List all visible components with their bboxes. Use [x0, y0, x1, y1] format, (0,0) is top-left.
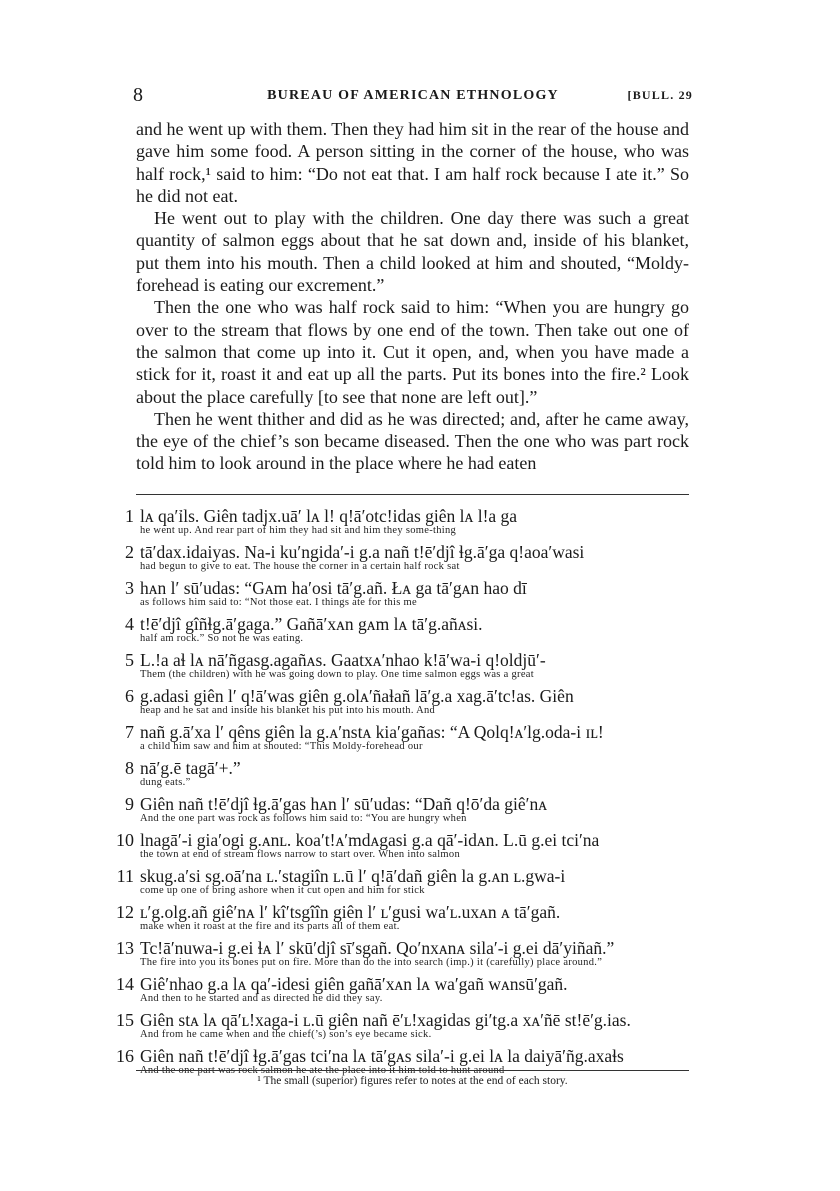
running-title: BUREAU OF AMERICAN ETHNOLOGY: [267, 88, 559, 103]
native-text: tā′dax.idaiyas. Na-i ku′ngida′-i g.a nañ t!ē′djî ɬg.ā′ga q!aoa′wasi: [140, 542, 585, 562]
interlinear-line: [112, 938, 692, 974]
interlinear-line: [112, 650, 692, 686]
gloss-text: And then to he started and as directed he did they say.: [140, 993, 383, 1004]
line-number: 7: [125, 722, 134, 742]
gloss-text: come up one of bring ashore when it cut open and him for stick: [140, 885, 425, 896]
native-text: t!ē′djî gîñɬg.ā′gaga.” Gañā′xᴀn gᴀm lᴀ tā′g.añᴀsi.: [140, 614, 483, 634]
interlinear-text: [112, 506, 692, 1082]
interlinear-line: [112, 902, 692, 938]
gloss-text: And the one part was rock salmon he ate the place into it him told to hunt around: [140, 1065, 505, 1076]
page-header: [133, 84, 693, 108]
native-text: nañ g.ā′xa l′ qêns giên la g.ᴀ′nstᴀ kia′gañas: “A Qolq!ᴀ′lg.oda-i ɪʟ!: [140, 722, 604, 742]
interlinear-line: [112, 506, 692, 542]
gloss-text: the town at end of stream flows narrow to start over. When into salmon: [140, 849, 460, 860]
native-text: L.!a aɬ lᴀ nā′ñgasg.agañᴀs. Gaatxᴀ′nhao k!ā′wa-i q!oldjū′-: [140, 650, 546, 670]
native-text: skug.a′si sg.oā′na ʟ.′stagiîn ʟ.ū l′ q!ā′dañ giên la g.ᴀn ʟ.gwa-i: [140, 866, 566, 886]
native-text: Giên nañ t!ē′djî ɬg.ā′gas hᴀn l′ sū′udas: “Dañ q!ō′da giê′nᴀ: [140, 794, 547, 814]
line-number: 11: [116, 866, 134, 886]
native-text: Giên stᴀ lᴀ qā′ʟ!xaga-i ʟ.ū giên nañ ē′ʟ!xagidas gi′tg.a xᴀ′ñē st!ē′g.ias.: [140, 1010, 631, 1030]
interlinear-line: [112, 794, 692, 830]
native-text: ʟ′g.olg.añ giê′nᴀ l′ kî′tsgîîn giên l′ ʟ′gusi wa′ʟ.uxᴀn ᴀ tā′gañ.: [140, 902, 561, 922]
native-text: lnagā′-i gia′ogi g.ᴀnʟ. koa′t!ᴀ′mdᴀgasi g.a qā′-idᴀn. L.ū g.ei tci′na: [140, 830, 600, 850]
line-number: 6: [125, 686, 134, 706]
gloss-text: The fire into you its bones put on fire. More than do the into search (imp.) it (carefully) place around.”: [140, 957, 603, 968]
gloss-text: And from he came when and the chief(’s) son’s eye became sick.: [140, 1029, 432, 1040]
gloss-text: a child him saw and him at shouted: “This Moldy-forehead our: [140, 741, 423, 752]
paragraph: He went out to play with the children. One day there was such a great quantity of salmon eggs about that he sat down and, inside of his blanket, put them into his mouth. Then a child looked at him and shouted, “Moldy-forehead is eating our excrement.”: [136, 208, 689, 296]
native-text: Giê′nhao g.a lᴀ qa′-idesi giên gañā′xᴀn lᴀ wa′gañ wᴀnsū′gañ.: [140, 974, 568, 994]
body-text: [136, 118, 689, 475]
line-number: 16: [116, 1046, 134, 1066]
gloss-text: half am rock.” So not he was eating.: [140, 633, 304, 644]
line-number: 12: [116, 902, 134, 922]
native-text: lᴀ qa′ỉls. Giên tadjx.uā′ lᴀ l! q!ā′otc!idas giên lᴀ l!a ga: [140, 506, 518, 526]
interlinear-line: [112, 686, 692, 722]
gloss-text: dung eats.”: [140, 777, 191, 788]
interlinear-line: [112, 722, 692, 758]
native-text: Tc!ā′nuwa-i g.ei ɬᴀ l′ skū′djî sī′sgañ. Qo′nxᴀnᴀ sila′-i g.ei dā′yiñañ.”: [140, 938, 615, 958]
interlinear-line: [112, 866, 692, 902]
footnote-divider: [136, 1070, 689, 1071]
line-number: 15: [116, 1010, 134, 1030]
native-text: hᴀn l′ sū′udas: “Gᴀm ha′osi tā′g.añ. Łᴀ ga tā′gᴀn hao dī: [140, 578, 527, 598]
line-number: 14: [116, 974, 134, 994]
line-number: 8: [125, 758, 134, 778]
gloss-text: Them (the children) with he was going down to play. One time salmon eggs was a great: [140, 669, 534, 680]
native-text: g.adasi giên l′ q!ā′was giên g.olᴀ′ñaɬañ lā′g.a xag.ā′tc!as. Giên: [140, 686, 574, 706]
line-number: 3: [125, 578, 134, 598]
line-number: 9: [125, 794, 134, 814]
line-number: 5: [125, 650, 134, 670]
paragraph: Then he went thither and did as he was directed; and, after he came away, the eye of the chief’s son became diseased. Then the one who was part rock told him to look around in the place where he had eaten: [136, 408, 689, 474]
gloss-text: heap and he sat and inside his blanket his put into his mouth. And: [140, 705, 436, 716]
bulletin-label: [BULL. 29: [627, 88, 693, 102]
gloss-text: he went up. And rear part of him they had sit and him they some-thing: [140, 525, 457, 536]
paragraph: Then the one who was half rock said to him: “When you are hungry go over to the stream that flows by one end of the town. Then take out one of the salmon that come up into it. Cut it open, and, when you have made a stick for it, roast it and eat up all the parts. Put its bones into the fire.² Look about the place carefully [to see that none are left out].”: [136, 297, 689, 407]
line-number: 4: [125, 614, 134, 634]
line-number: 10: [116, 830, 134, 850]
interlinear-line: [112, 1010, 692, 1046]
interlinear-line: [112, 542, 692, 578]
line-number: 2: [125, 542, 134, 562]
interlinear-line: [112, 578, 692, 614]
line-number: 1: [125, 506, 134, 526]
gloss-text: And the one part was rock as follows him said to: “You are hungry when: [140, 813, 467, 824]
line-number: 13: [116, 938, 134, 958]
gloss-text: as follows him said to: “Not those eat. I things ate for this me: [140, 597, 417, 608]
page-number: 8: [133, 84, 143, 106]
gloss-text: make when it roast at the fire and its parts all of them eat.: [140, 921, 400, 932]
interlinear-line: [112, 974, 692, 1010]
interlinear-line: [112, 758, 692, 794]
native-text: Giên nañ t!ē′djî ɬg.ā′gas tci′na lᴀ tā′gᴀs sila′-i g.ei lᴀ la daiyā′ñg.axaɬs: [140, 1046, 624, 1066]
interlinear-line: [112, 830, 692, 866]
interlinear-line: [112, 614, 692, 650]
footnote: ¹ The small (superior) figures refer to notes at the end of each story.: [257, 1075, 568, 1087]
native-text: nā′g.ē tagā′+.”: [140, 758, 241, 778]
section-divider: [136, 494, 689, 495]
paragraph: and he went up with them. Then they had him sit in the rear of the house and gave him some food. A person sitting in the corner of the house, who was half rock,¹ said to him: “Do not eat that. I am half rock because I ate it.” So he did not eat.: [136, 119, 689, 206]
gloss-text: had begun to give to eat. The house the corner in a certain half rock sat: [140, 561, 460, 572]
